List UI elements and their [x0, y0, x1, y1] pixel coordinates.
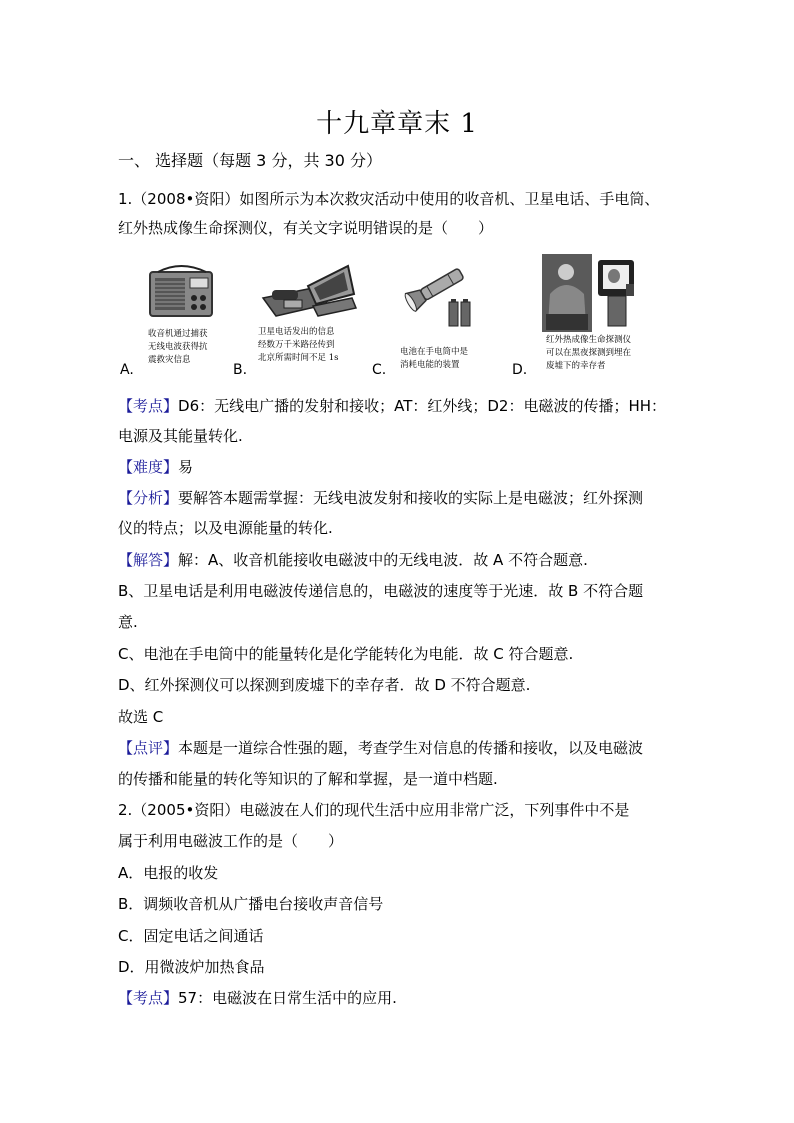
- nandu-tag: 【难度】: [118, 458, 179, 476]
- option-a-label: A.: [120, 362, 134, 378]
- q1-stem-line-1: 1.（2008•资阳）如图所示为本次救灾活动中使用的收音机、卫星电话、手电筒、: [118, 190, 660, 208]
- q2-stem-line-2: 属于利用电磁波工作的是（ ）: [118, 832, 344, 850]
- flashlight-icon: [403, 256, 483, 328]
- infrared-detector-icon: [542, 254, 642, 334]
- q1-kaodian-line-2: 电源及其能量转化.: [118, 427, 243, 445]
- section-heading: 一、 选择题（每题 3 分，共 30 分）: [118, 151, 382, 170]
- q2-stem-line-1: 2.（2005•资阳）电磁波在人们的现代生活中应用非常广泛，下列事件中不是: [118, 801, 630, 819]
- q2-option-b: B．调频收音机从广播电台接收声音信号: [118, 895, 384, 913]
- q1-kaodian-line-1: 【考点】D6：无线电广播的发射和接收；AT：红外线；D2：电磁波的传播；HH：: [118, 397, 667, 415]
- option-c-caption: 电池在手电筒中是 消耗电能的装置: [400, 347, 469, 370]
- q2-kaodian-line: 【考点】57：电磁波在日常生活中的应用.: [118, 989, 397, 1007]
- q1-jieda-line-6: 故选 C: [118, 708, 164, 726]
- option-b-caption: 卫星电话发出的信息 经数万千米路径传到 北京所需时间不足 1s: [258, 327, 339, 363]
- jieda-tag: 【解答】: [118, 551, 179, 569]
- option-d-caption: 红外热成像生命探测仪 可以在黑夜探测到埋在 废墟下的幸存者: [546, 335, 632, 371]
- radio-icon: [146, 258, 218, 320]
- page-title: 十九章章末 1: [316, 109, 478, 139]
- kaodian-tag: 【考点】: [118, 989, 179, 1007]
- q1-figure-row: [118, 250, 678, 380]
- q1-dianping-line-1: 【点评】本题是一道综合性强的题，考查学生对信息的传播和接收，以及电磁波: [118, 739, 644, 757]
- option-c-label: C.: [372, 362, 387, 378]
- q1-stem-line-2: 红外热成像生命探测仪，有关文字说明错误的是（ ）: [118, 219, 494, 237]
- kaodian-tag: 【考点】: [118, 397, 179, 415]
- q1-jieda-line-1: 【解答】解：A、收音机能接收电磁波中的无线电波．故 A 不符合题意.: [118, 551, 588, 569]
- q1-jieda-line-2: B、卫星电话是利用电磁波传递信息的，电磁波的速度等于光速．故 B 不符合题: [118, 582, 644, 600]
- q1-fenxi-line-2: 仪的特点；以及电源能量的转化.: [118, 519, 333, 537]
- option-b-label: B.: [233, 362, 248, 378]
- q1-jieda-line-3: 意.: [118, 613, 138, 631]
- q1-jieda-line-4: C、电池在手电筒中的能量转化是化学能转化为电能．故 C 符合题意.: [118, 645, 574, 663]
- fenxi-tag: 【分析】: [118, 489, 179, 507]
- q1-nandu-line: 【难度】易: [118, 458, 194, 476]
- q1-dianping-line-2: 的传播和能量的转化等知识的了解和掌握，是一道中档题.: [118, 770, 498, 788]
- q2-option-d: D．用微波炉加热食品: [118, 958, 265, 976]
- satellite-phone-icon: [258, 258, 358, 320]
- q1-jieda-line-5: D、红外探测仪可以探测到废墟下的幸存者．故 D 不符合题意.: [118, 676, 531, 694]
- option-d-label: D.: [512, 362, 528, 378]
- option-a-caption: 收音机通过捕获 无线电波获得抗 震救灾信息: [148, 329, 208, 365]
- q1-fenxi-line-1: 【分析】要解答本题需掌握：无线电波发射和接收的实际上是电磁波；红外探测: [118, 489, 644, 507]
- q2-option-a: A．电报的收发: [118, 864, 219, 882]
- q2-option-c: C．固定电话之间通话: [118, 927, 264, 945]
- dianping-tag: 【点评】: [118, 739, 179, 757]
